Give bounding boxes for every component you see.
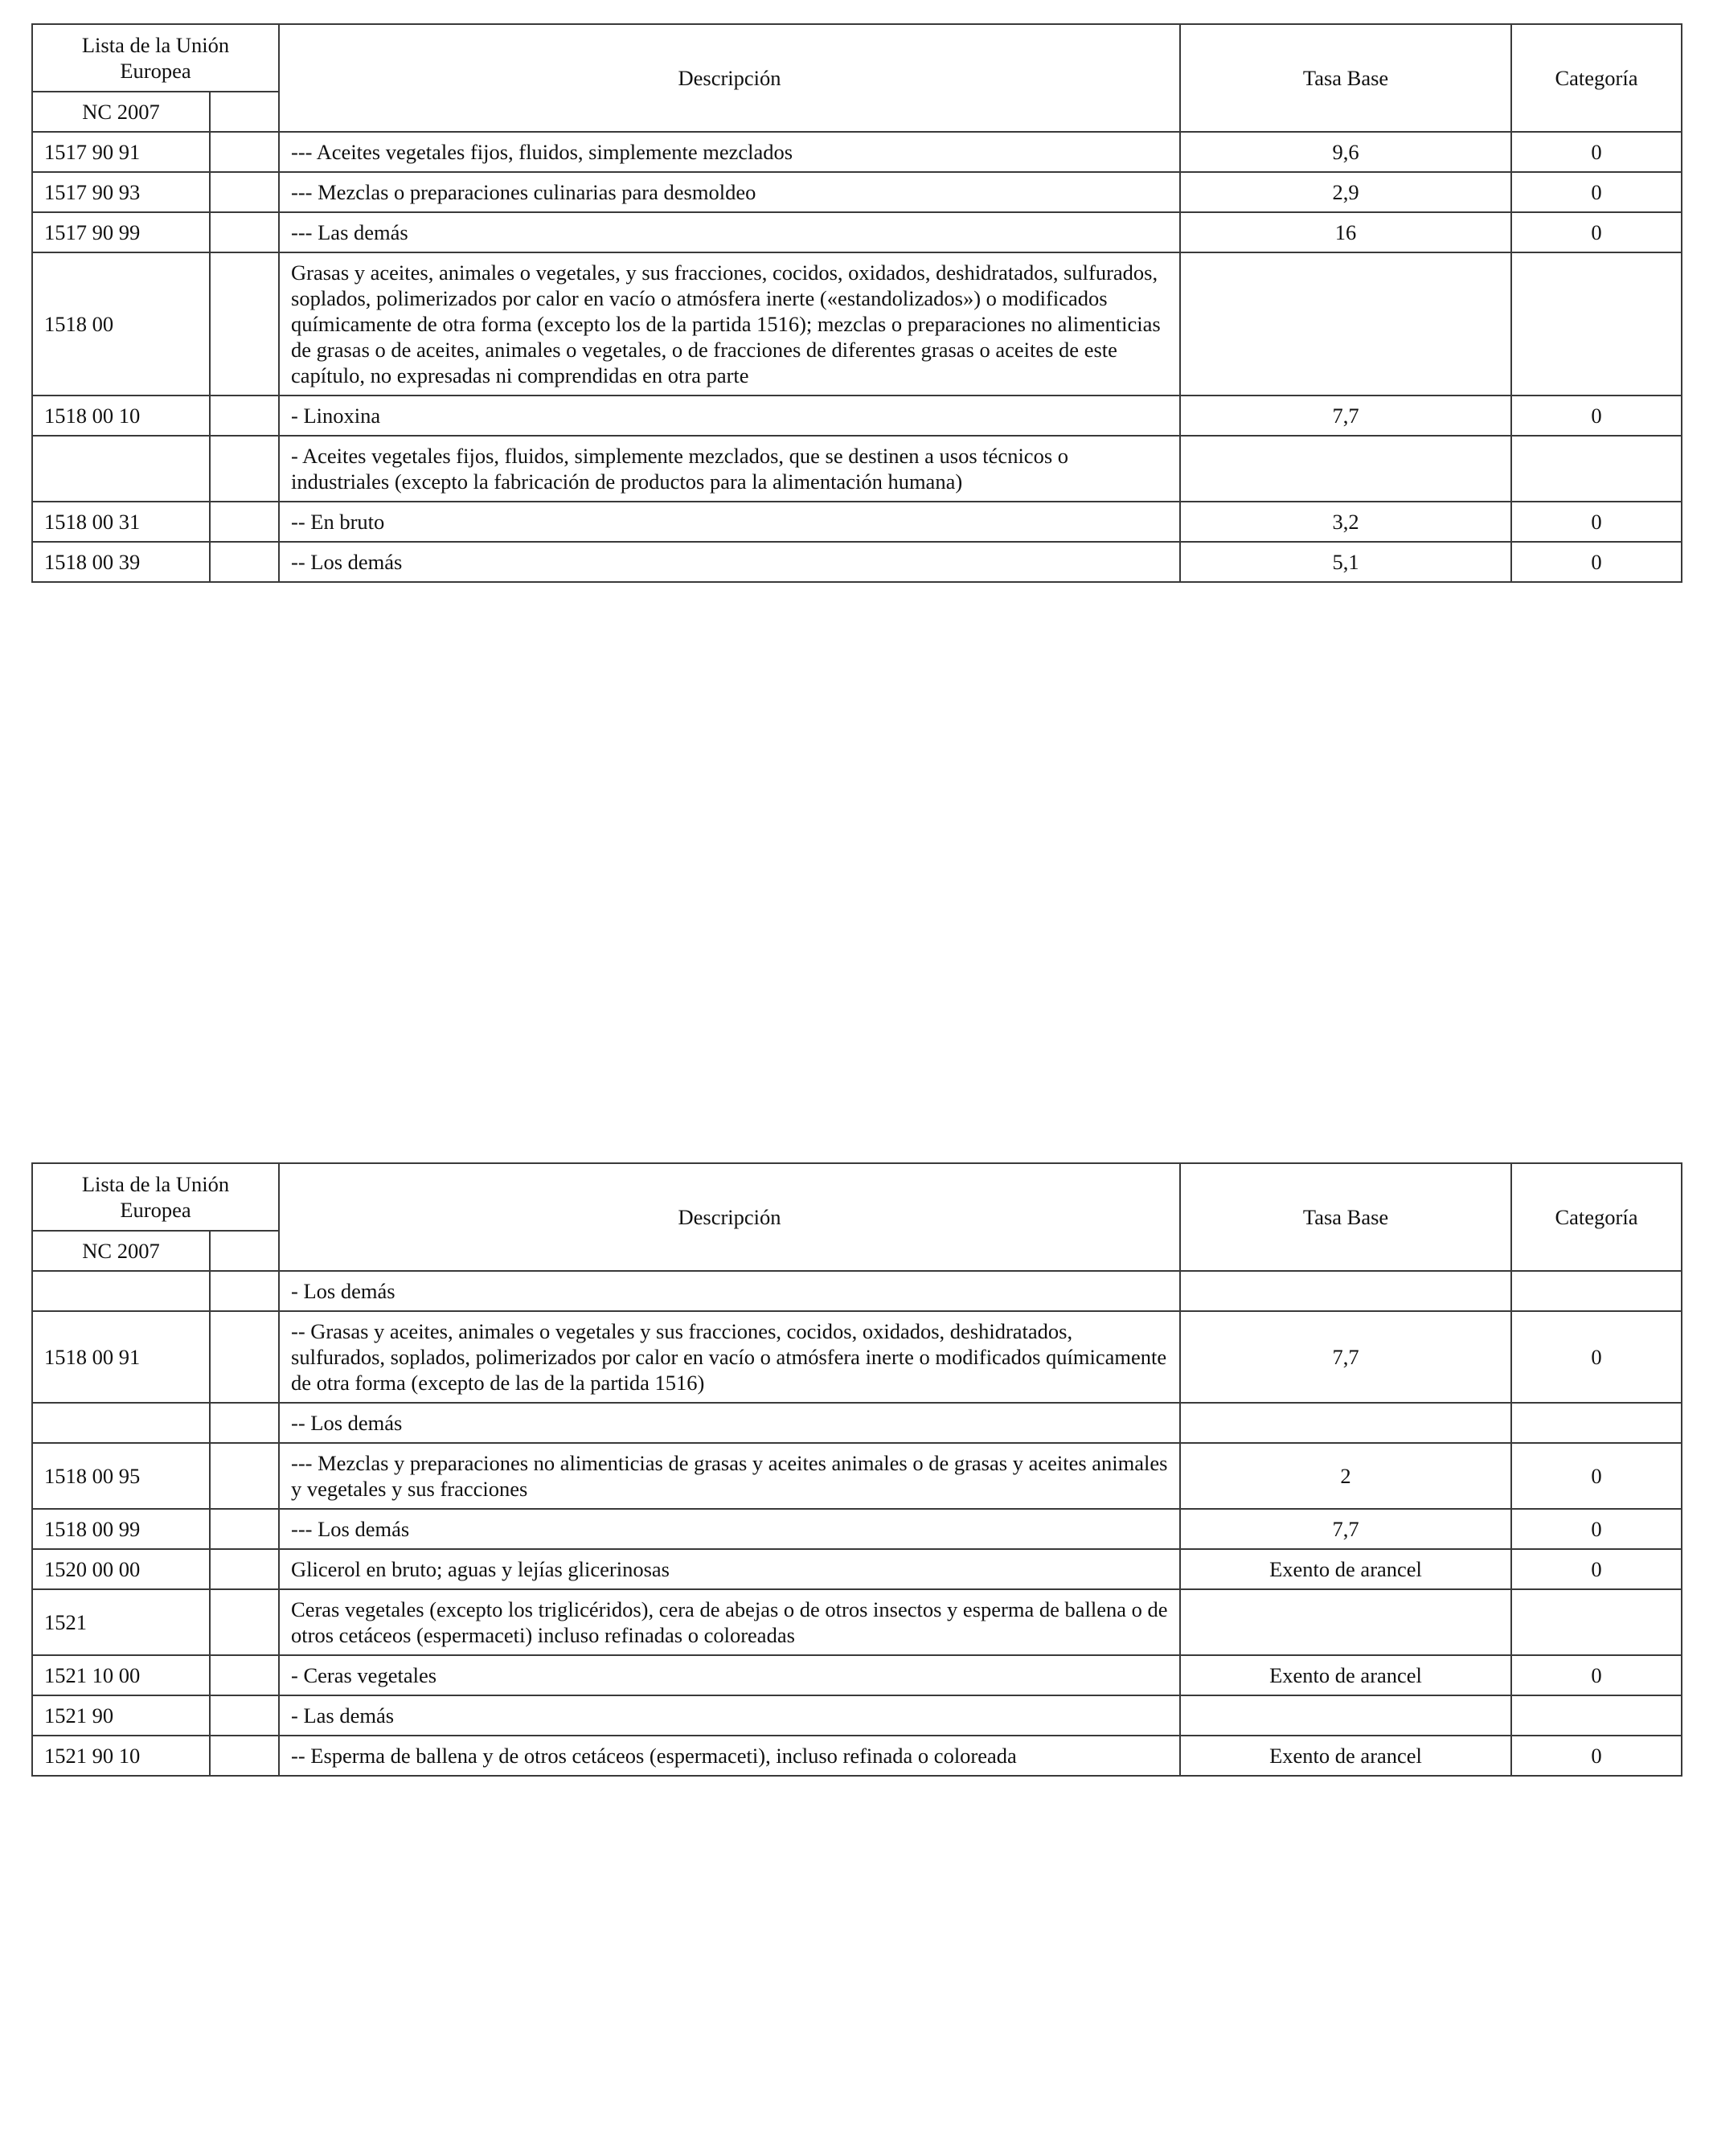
rate-cell: 2,9 <box>1180 172 1511 212</box>
description-cell: --- Los demás <box>279 1509 1180 1549</box>
table-row <box>32 252 1682 396</box>
category-cell <box>1511 1589 1682 1655</box>
table-row <box>32 1589 1682 1655</box>
rate-cell <box>1180 436 1511 502</box>
category-cell <box>1511 1271 1682 1311</box>
category-cell: 0 <box>1511 212 1682 252</box>
rate-cell: 7,7 <box>1180 396 1511 436</box>
extra-cell <box>210 1509 279 1549</box>
table-row <box>32 172 1682 212</box>
extra-cell <box>210 542 279 582</box>
header-category: Categoría <box>1511 1163 1682 1271</box>
rate-cell: 7,7 <box>1180 1311 1511 1403</box>
category-cell: 0 <box>1511 542 1682 582</box>
rate-cell <box>1180 1695 1511 1736</box>
description-cell: - Los demás <box>279 1271 1180 1311</box>
category-cell <box>1511 436 1682 502</box>
description-cell: -- Los demás <box>279 542 1180 582</box>
category-cell <box>1511 252 1682 396</box>
category-cell: 0 <box>1511 1443 1682 1509</box>
code-cell <box>32 1271 210 1311</box>
category-cell: 0 <box>1511 396 1682 436</box>
description-cell: -- En bruto <box>279 502 1180 542</box>
code-cell: 1518 00 91 <box>32 1311 210 1403</box>
description-cell: -- Esperma de ballena y de otros cetáceos (espermaceti), incluso refinada o coloreada <box>279 1736 1180 1776</box>
category-cell: 0 <box>1511 1655 1682 1695</box>
table-row <box>32 502 1682 542</box>
extra-cell <box>210 1655 279 1695</box>
extra-cell <box>210 1736 279 1776</box>
extra-cell <box>210 1271 279 1311</box>
rate-cell: Exento de arancel <box>1180 1736 1511 1776</box>
rate-cell: Exento de arancel <box>1180 1655 1511 1695</box>
category-cell: 0 <box>1511 502 1682 542</box>
rate-cell <box>1180 1589 1511 1655</box>
table-row <box>32 132 1682 172</box>
category-cell: 0 <box>1511 1736 1682 1776</box>
category-cell <box>1511 1403 1682 1443</box>
description-cell: Ceras vegetales (excepto los triglicéridos), cera de abejas o de otros insectos y esperma de ballena o de otros cetáceos (espermaceti) incluso refinadas o coloreadas <box>279 1589 1180 1655</box>
table-row <box>32 1271 1682 1311</box>
rate-cell: 7,7 <box>1180 1509 1511 1549</box>
code-cell: 1518 00 10 <box>32 396 210 436</box>
table-row <box>32 1443 1682 1509</box>
rate-cell: 2 <box>1180 1443 1511 1509</box>
rate-cell <box>1180 1403 1511 1443</box>
code-cell: 1521 90 10 <box>32 1736 210 1776</box>
header-list-eu: Lista de la Unión Europea <box>32 1163 279 1231</box>
rate-cell <box>1180 1271 1511 1311</box>
code-cell: 1518 00 <box>32 252 210 396</box>
extra-cell <box>210 1589 279 1655</box>
category-cell: 0 <box>1511 172 1682 212</box>
extra-cell <box>210 1695 279 1736</box>
code-cell: 1518 00 95 <box>32 1443 210 1509</box>
code-cell <box>32 436 210 502</box>
header-empty-cell <box>210 92 279 132</box>
code-cell: 1520 00 00 <box>32 1549 210 1589</box>
extra-cell <box>210 1549 279 1589</box>
description-cell: -- Grasas y aceites, animales o vegetales y sus fracciones, cocidos, oxidados, deshidratados, sulfurados, soplados, polimerizados por calor en vacío o atmósfera inerte o modificados químicamente de otra forma (excepto de las de la partida 1516) <box>279 1311 1180 1403</box>
description-cell: -- Los demás <box>279 1403 1180 1443</box>
extra-cell <box>210 396 279 436</box>
category-cell: 0 <box>1511 1311 1682 1403</box>
table-row <box>32 436 1682 502</box>
code-cell <box>32 1403 210 1443</box>
category-cell <box>1511 1695 1682 1736</box>
category-cell: 0 <box>1511 1509 1682 1549</box>
table-header-row <box>32 1163 1682 1231</box>
header-category: Categoría <box>1511 24 1682 132</box>
code-cell: 1517 90 93 <box>32 172 210 212</box>
table-header-row <box>32 24 1682 92</box>
description-cell: --- Aceites vegetales fijos, fluidos, simplemente mezclados <box>279 132 1180 172</box>
extra-cell <box>210 132 279 172</box>
table-row <box>32 212 1682 252</box>
extra-cell <box>210 212 279 252</box>
extra-cell <box>210 502 279 542</box>
description-cell: --- Las demás <box>279 212 1180 252</box>
extra-cell <box>210 436 279 502</box>
code-cell: 1521 10 00 <box>32 1655 210 1695</box>
tariff-table-2 <box>31 1162 1682 1777</box>
tariff-table-1 <box>31 23 1682 583</box>
description-cell: Glicerol en bruto; aguas y lejías glicerinosas <box>279 1549 1180 1589</box>
header-list-eu: Lista de la Unión Europea <box>32 24 279 92</box>
rate-cell <box>1180 252 1511 396</box>
extra-cell <box>210 1443 279 1509</box>
code-cell: 1518 00 99 <box>32 1509 210 1549</box>
category-cell: 0 <box>1511 1549 1682 1589</box>
header-base-rate: Tasa Base <box>1180 24 1511 132</box>
description-cell: - Linoxina <box>279 396 1180 436</box>
code-cell: 1518 00 39 <box>32 542 210 582</box>
table-row <box>32 1549 1682 1589</box>
table-row <box>32 396 1682 436</box>
header-description: Descripción <box>279 1163 1180 1271</box>
code-cell: 1518 00 31 <box>32 502 210 542</box>
table-row <box>32 1509 1682 1549</box>
description-cell: --- Mezclas y preparaciones no alimenticias de grasas y aceites animales o de grasas y aceites animales y vegetales y sus fracciones <box>279 1443 1180 1509</box>
code-cell: 1521 90 <box>32 1695 210 1736</box>
header-nc-2007: NC 2007 <box>32 92 210 132</box>
extra-cell <box>210 1403 279 1443</box>
category-cell: 0 <box>1511 132 1682 172</box>
code-cell: 1521 <box>32 1589 210 1655</box>
table-row <box>32 542 1682 582</box>
description-cell: - Aceites vegetales fijos, fluidos, simplemente mezclados, que se destinen a usos técnicos o industriales (excepto la fabricación de productos para la alimentación humana) <box>279 436 1180 502</box>
rate-cell: 3,2 <box>1180 502 1511 542</box>
table-row <box>32 1655 1682 1695</box>
code-cell: 1517 90 99 <box>32 212 210 252</box>
description-cell: Grasas y aceites, animales o vegetales, y sus fracciones, cocidos, oxidados, deshidratados, sulfurados, soplados, polimerizados por calor en vacío o atmósfera inerte («estandolizados») o modificados químicamente de otra forma (excepto los de la partida 1516); mezclas o preparaciones no alimenticias de grasas o de aceites, animales o vegetales, o de fracciones de diferentes grasas o aceites de este capítulo, no expresadas ni comprendidas en otra parte <box>279 252 1180 396</box>
header-empty-cell <box>210 1231 279 1271</box>
rate-cell: Exento de arancel <box>1180 1549 1511 1589</box>
description-cell: - Ceras vegetales <box>279 1655 1180 1695</box>
table-row <box>32 1311 1682 1403</box>
header-base-rate: Tasa Base <box>1180 1163 1511 1271</box>
table-row <box>32 1695 1682 1736</box>
description-cell: --- Mezclas o preparaciones culinarias para desmoldeo <box>279 172 1180 212</box>
rate-cell: 16 <box>1180 212 1511 252</box>
header-description: Descripción <box>279 24 1180 132</box>
table-row <box>32 1403 1682 1443</box>
table-row <box>32 1736 1682 1776</box>
extra-cell <box>210 172 279 212</box>
code-cell: 1517 90 91 <box>32 132 210 172</box>
description-cell: - Las demás <box>279 1695 1180 1736</box>
rate-cell: 5,1 <box>1180 542 1511 582</box>
extra-cell <box>210 1311 279 1403</box>
header-nc-2007: NC 2007 <box>32 1231 210 1271</box>
extra-cell <box>210 252 279 396</box>
rate-cell: 9,6 <box>1180 132 1511 172</box>
